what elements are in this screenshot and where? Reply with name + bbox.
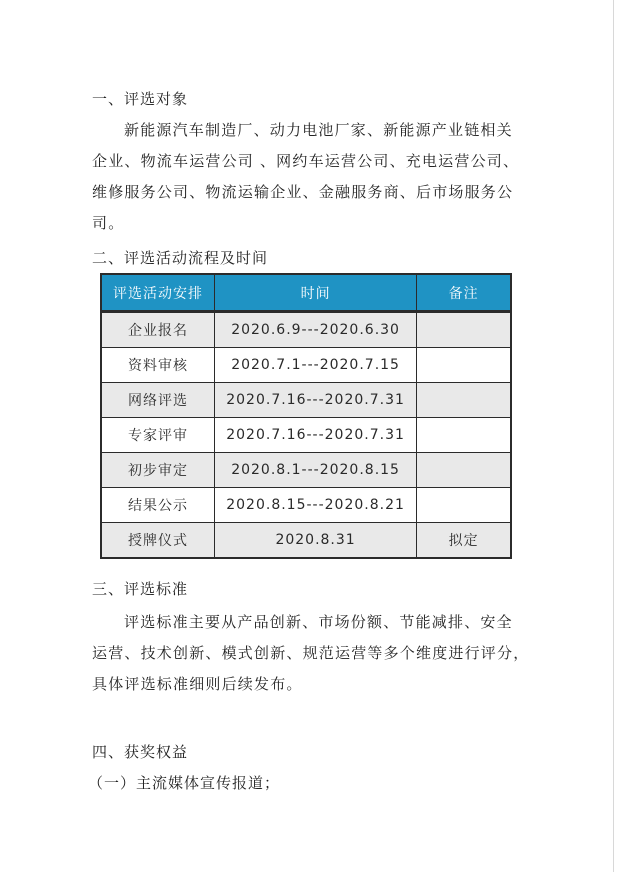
section1-line-4: 司。: [92, 214, 125, 232]
cell-time: 2020.8.31: [214, 523, 416, 559]
cell-activity: 授牌仪式: [101, 523, 214, 559]
table-row: [101, 418, 511, 453]
page-edge: [613, 0, 614, 872]
section1-line-3: 维修服务公司、物流运输企业、金融服务商、后市场服务公: [92, 183, 514, 201]
header-activity: 评选活动安排: [101, 274, 214, 312]
cell-activity: 企业报名: [101, 312, 214, 348]
cell-activity: 资料审核: [101, 348, 214, 383]
cell-note: 拟定: [417, 523, 511, 559]
cell-time: 2020.6.9---2020.6.30: [214, 312, 416, 348]
cell-time: 2020.7.1---2020.7.15: [214, 348, 416, 383]
section2-heading: 二、评选活动流程及时间: [92, 249, 269, 267]
section3-body: [92, 607, 532, 700]
cell-activity: 网络评选: [101, 383, 214, 418]
cell-activity: 结果公示: [101, 488, 214, 523]
table-row: [101, 312, 511, 348]
cell-activity: 专家评审: [101, 418, 214, 453]
section1-body: [92, 115, 532, 239]
section1-line-1: 新能源汽车制造厂、动力电池厂家、新能源产业链相关: [124, 121, 513, 139]
cell-activity: 初步审定: [101, 453, 214, 488]
cell-note: [417, 383, 511, 418]
section3-line-3: 具体评选标准细则后续发布。: [92, 675, 303, 693]
header-note: 备注: [417, 274, 511, 312]
table-row: [101, 523, 511, 559]
table-header-row: [101, 274, 511, 312]
table-row: [101, 348, 511, 383]
section3-heading: 三、评选标准: [92, 580, 189, 598]
section3-line-1: 评选标准主要从产品创新、市场份额、节能减排、安全: [124, 613, 513, 631]
schedule-table: [100, 273, 512, 559]
cell-time: 2020.7.16---2020.7.31: [214, 383, 416, 418]
cell-note: [417, 453, 511, 488]
table-row: [101, 488, 511, 523]
section1-line-2: 企业、物流车运营公司 、网约车运营公司、充电运营公司、: [92, 152, 520, 170]
cell-note: [417, 418, 511, 453]
section1-heading: 一、评选对象: [92, 90, 189, 108]
cell-note: [417, 348, 511, 383]
table-row: [101, 453, 511, 488]
cell-time: 2020.7.16---2020.7.31: [214, 418, 416, 453]
cell-note: [417, 312, 511, 348]
cell-time: 2020.8.1---2020.8.15: [214, 453, 416, 488]
section4-item-1: （一）主流媒体宣传报道；: [88, 774, 281, 792]
header-time: 时间: [214, 274, 416, 312]
section3-line-2: 运营、技术创新、模式创新、规范运营等多个维度进行评分，: [92, 644, 530, 662]
cell-time: 2020.8.15---2020.8.21: [214, 488, 416, 523]
cell-note: [417, 488, 511, 523]
table-row: [101, 383, 511, 418]
section4-heading: 四、获奖权益: [92, 743, 189, 761]
